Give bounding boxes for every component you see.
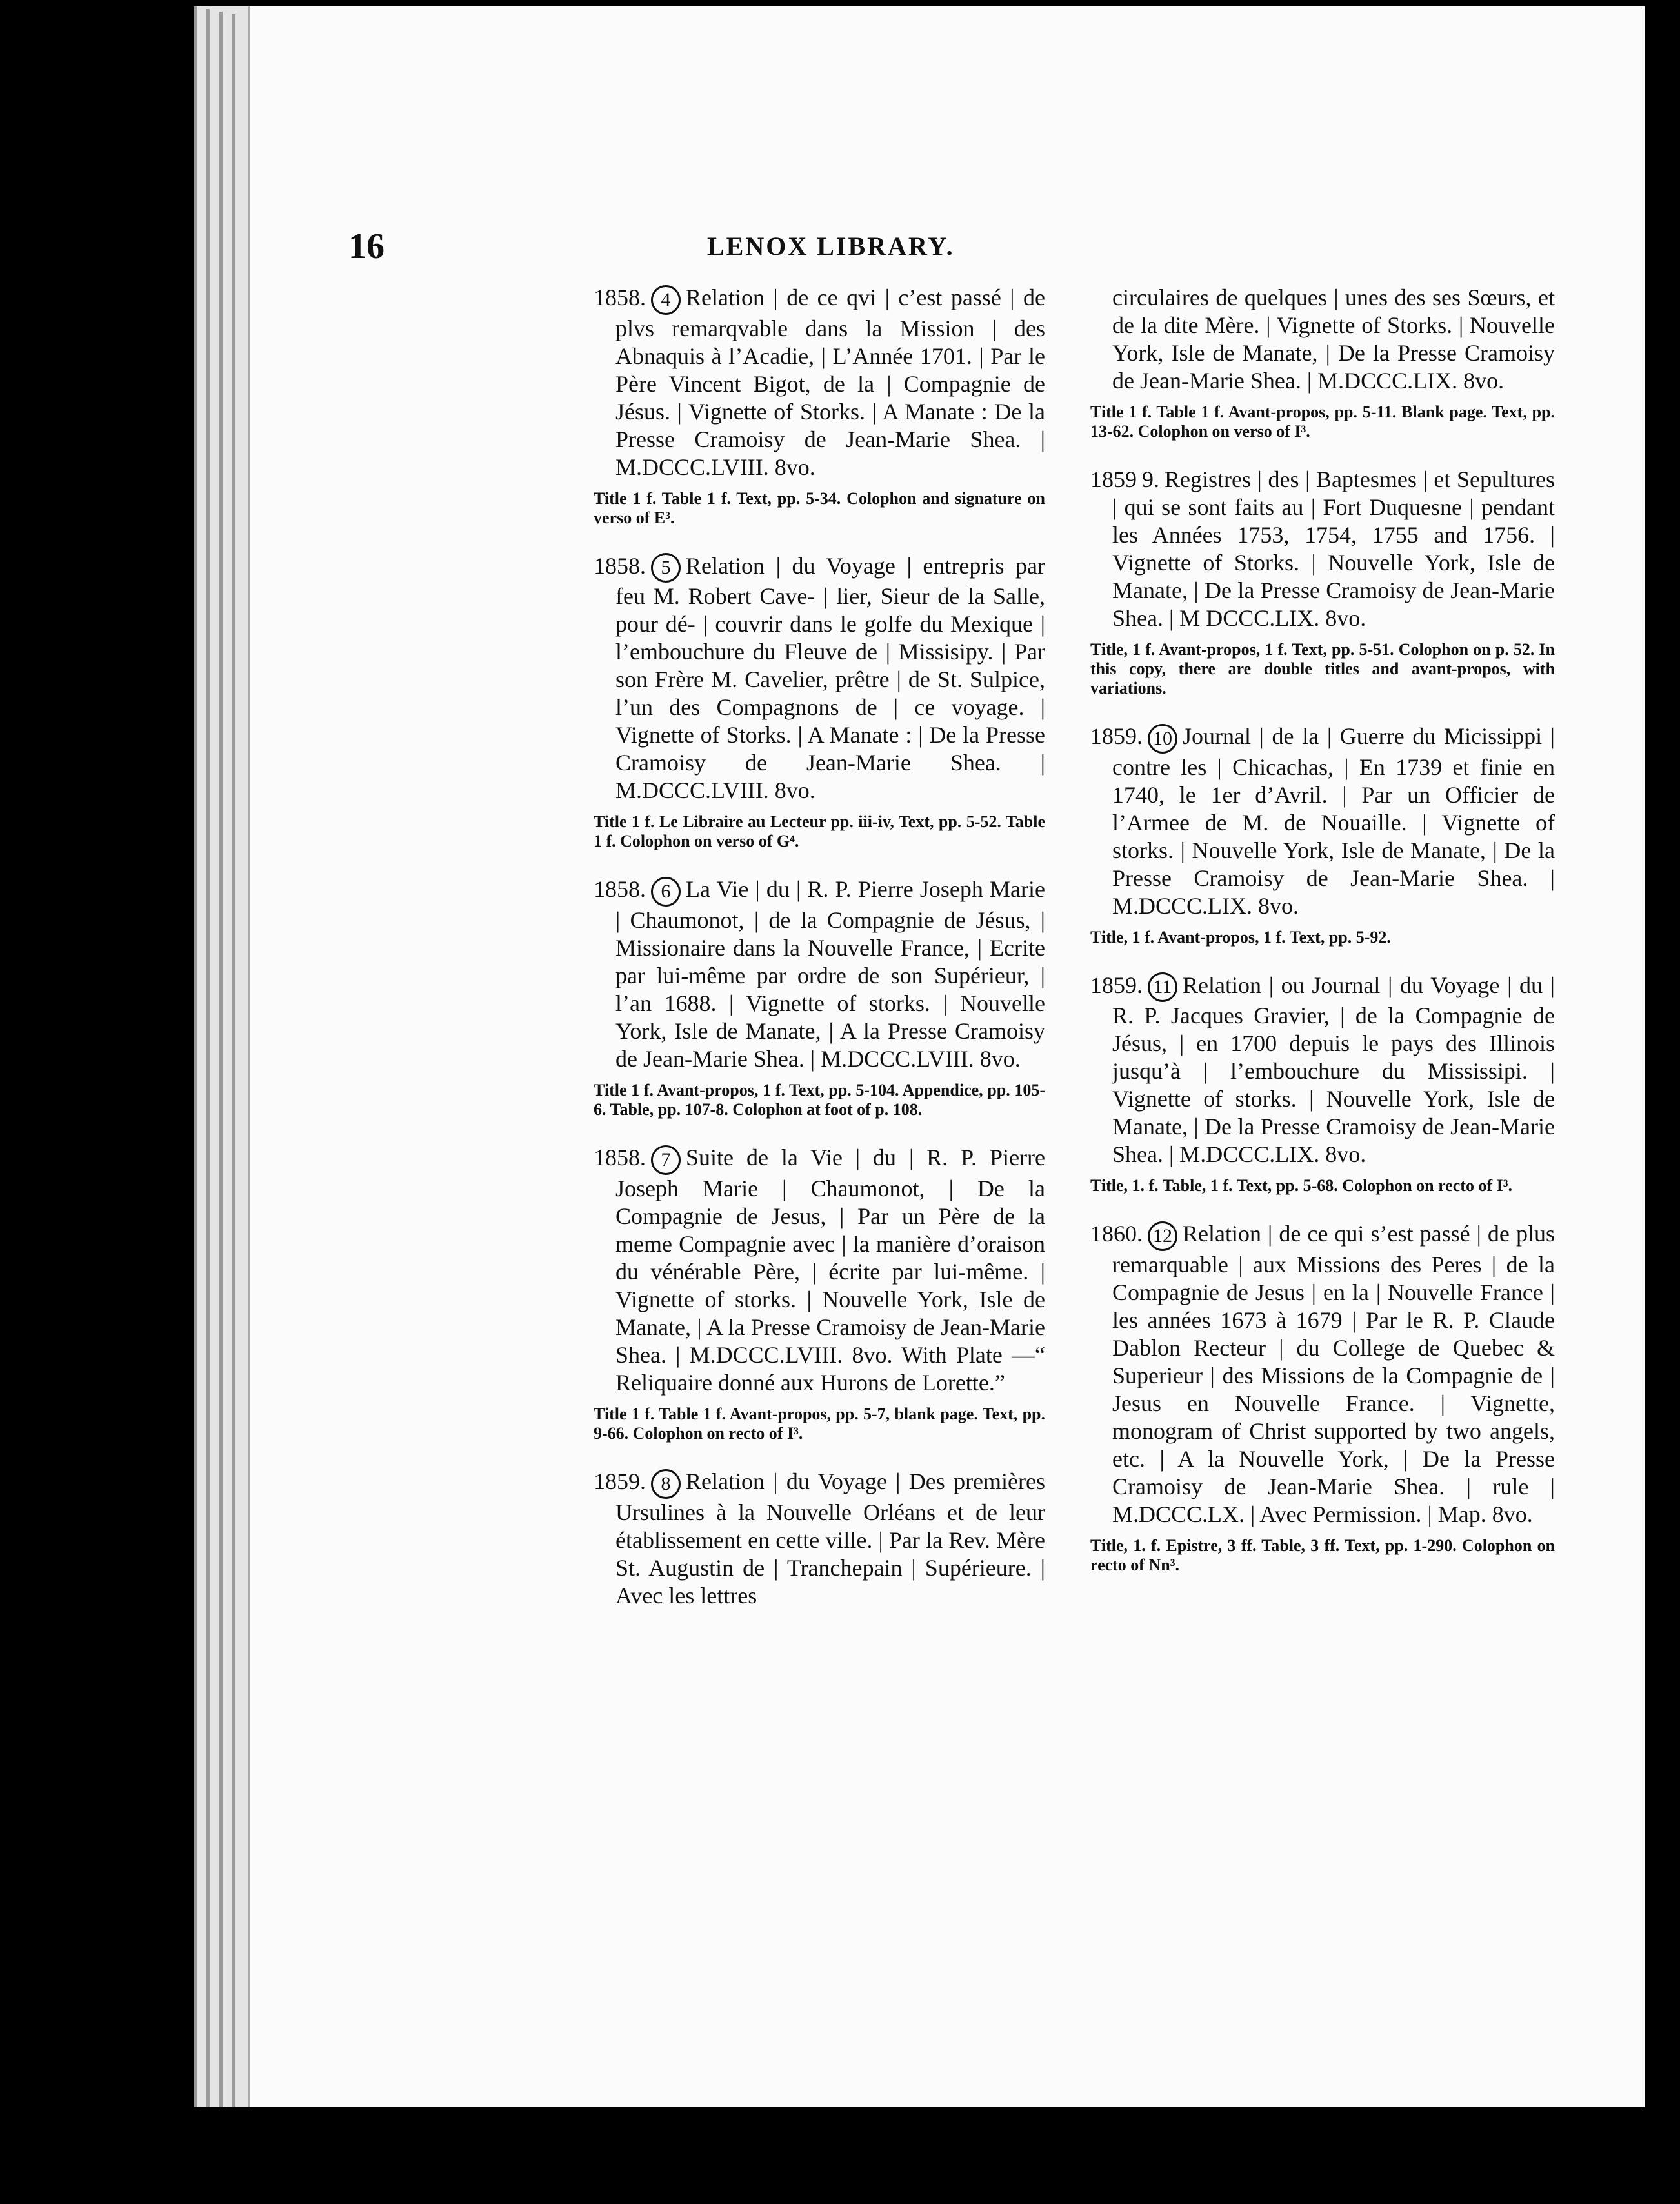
catalog-entry xyxy=(1090,972,1555,1196)
entry-note: Title 1 f. Table 1 f. Text, pp. 5-34. Colophon and signature on verso of E³. xyxy=(594,488,1045,527)
entry-text: Suite de la Vie | du | R. P. Pierre Joseph Marie | Chaumonot, | De la Compagnie de Jesus, | Par un Père de la meme Compagnie avec | la manière d’oraison du vénérable Père, | écrite par lui-même. | Vignette of storks. | Nouvelle York, Isle de Manate, | A la Presse Cramoisy de Jean-Marie Shea. | M.DCCC.LVIII. 8vo. With Plate —“ Reliquaire donné aux Hurons de Lorette.” xyxy=(615,1145,1045,1396)
entry-number-circled: 10 xyxy=(1148,724,1177,754)
entry-body xyxy=(594,1468,1045,1610)
entry-year: 1858. xyxy=(594,552,646,579)
entry-text: Relation | de ce qvi | c’est passé | de plvs remarqvable dans la Mission | des Abnaquis à l’Acadie, | L’Année 1701. | Par le Père Vincent Bigot, de la | Compagnie de Jésus. | Vignette of Storks. | A Manate : De la Presse Cramoisy de Jean-Marie Shea. | M.DCCC.LVIII. 8vo. xyxy=(615,285,1045,480)
catalog-entry xyxy=(1090,466,1555,698)
catalog-entry-continued xyxy=(1090,284,1555,441)
entry-year: 1860. xyxy=(1090,1221,1143,1247)
entry-year: 1859. xyxy=(594,1468,646,1494)
entry-body xyxy=(594,876,1045,1073)
entry-number-circled: 7 xyxy=(651,1145,681,1175)
entry-note: Title 1 f. Table 1 f. Avant-propos, pp. 5-11. Blank page. Text, pp. 13-62. Colophon on verso of I³. xyxy=(1090,403,1555,441)
catalog-entry xyxy=(1090,1220,1555,1575)
entry-year: 1859 xyxy=(1090,466,1137,492)
running-head xyxy=(348,226,1271,271)
entry-number-circled: 11 xyxy=(1148,972,1177,1002)
entry-body xyxy=(594,284,1045,481)
entry-note: Title 1 f. Table 1 f. Avant-propos, pp. 5-7, blank page. Text, pp. 9-66. Colophon on recto of I³. xyxy=(594,1404,1045,1443)
entry-number: 9. xyxy=(1142,466,1159,492)
entry-number-circled: 6 xyxy=(651,877,681,907)
catalog-entry xyxy=(594,1144,1045,1443)
entry-text: Journal | de la | Guerre du Micissippi | contre les | Chicachas, | En 1739 et finie en 1740, le 1er d’Avril. | Par un Officier de l’Armee de M. de Nouaille. | Vignette of storks. | Nouvelle York, Isle de Manate, | De la Presse Cramoisy de Jean-Marie Shea. | M.DCCC.LIX. 8vo. xyxy=(1112,723,1555,919)
entry-body xyxy=(1090,972,1555,1169)
entry-text: Relation | du Voyage | Des premières Ursulines à la Nouvelle Orléans et de leur établissement en cette ville. | Par la Rev. Mère St. Augustin de | Tranchepain | Supérieure. | Avec les lettres xyxy=(615,1468,1045,1608)
entry-text: La Vie | du | R. P. Pierre Joseph Marie | Chaumonot, | de la Compagnie de Jésus, | Missionaire dans la Nouvelle France, | Ecrite par lui-même par ordre de son Supérieur, | l’an 1688. | Vignette of storks. | Nouvelle York, Isle de Manate, | A la Presse Cramoisy de Jean-Marie Shea. | M.DCCC.LVIII. 8vo. xyxy=(615,876,1045,1072)
entry-year: 1858. xyxy=(594,1145,646,1171)
catalog-entry xyxy=(594,552,1045,852)
entry-year: 1858. xyxy=(594,285,646,310)
left-column xyxy=(594,284,1045,1634)
entry-note: Title, 1. f. Epistre, 3 ff. Table, 3 ff. Text, pp. 1-290. Colophon on recto of Nn³. xyxy=(1090,1536,1555,1575)
entry-body xyxy=(1090,1220,1555,1528)
catalog-entry xyxy=(1090,723,1555,947)
entry-body xyxy=(594,1144,1045,1397)
entry-body xyxy=(1090,723,1555,920)
entry-number-circled: 5 xyxy=(651,553,681,583)
entry-note: Title, 1 f. Avant-propos, 1 f. Text, pp. 5-92. xyxy=(1090,927,1391,947)
entry-body xyxy=(594,552,1045,805)
entry-number-circled: 12 xyxy=(1148,1221,1177,1251)
catalog-entry xyxy=(594,876,1045,1119)
entry-text: Relation | du Voyage | entrepris par feu M. Robert Cave- | lier, Sieur de la Salle, pour dé- | couvrir dans le golfe du Mexique | l’embouchure du Fleuve de | Missisipy. | Par son Frère M. Cavelier, prêtre | de St. Sulpice, l’un des Compagnons de | ce voyage. | Vignette of Storks. | A Manate : | De la Presse Cramoisy de Jean-Marie Shea. | M.DCCC.LVIII. 8vo. xyxy=(615,552,1045,804)
entry-note: Title 1 f. Le Libraire au Lecteur pp. iii-iv, Text, pp. 5-52. Table 1 f. Colophon on verso of G⁴. xyxy=(594,812,1045,851)
entry-body xyxy=(1090,466,1555,632)
entry-note: Title, 1 f. Avant-propos, 1 f. Text, pp. 5-51. Colophon on p. 52. In this copy, there are double titles and avant-propos, with variations. xyxy=(1090,640,1555,697)
entry-year: 1859. xyxy=(1090,972,1143,998)
entry-number-circled: 4 xyxy=(651,285,681,315)
catalog-entry xyxy=(594,284,1045,528)
catalog-entry xyxy=(594,1468,1045,1610)
right-column xyxy=(1090,284,1555,1599)
entry-note: Title, 1. f. Table, 1 f. Text, pp. 5-68. Colophon on recto of I³. xyxy=(1090,1176,1513,1196)
entry-year: 1859. xyxy=(1090,723,1143,749)
entry-text: circulaires de quelques | unes des ses Sœurs, et de la dite Mère. | Vignette of Storks. | Nouvelle York, Isle de Manate, | De la Presse Cramoisy de Jean-Marie Shea. | M.DCCC.LIX. 8vo. xyxy=(1112,285,1555,394)
entry-number-circled: 8 xyxy=(651,1469,681,1499)
entry-note: Title 1 f. Avant-propos, 1 f. Text, pp. 5-104. Appendice, pp. 105-6. Table, pp. 107-8. Colophon at foot of p. 108. xyxy=(594,1081,1045,1119)
entry-year: 1858. xyxy=(594,876,646,903)
page-number: 16 xyxy=(348,226,385,266)
entry-text: Relation | de ce qui s’est passé | de plus remarquable | aux Missions des Peres | de la Compagnie de Jesus | en la | Nouvelle France | les années 1673 à 1679 | Par le R. P. Claude Dablon Recteur | du College de Quebec & Superieur | des Missions de la Compagnie de | Jesus en Nouvelle France. | Vignette, monogram of Christ supported by two angels, etc. | A la Nouvelle York, | De la Presse Cramoisy de Jean-Marie Shea. | rule | M.DCCC.LX. | Avec Permission. | Map. 8vo. xyxy=(1112,1221,1555,1528)
running-title: LENOX LIBRARY. xyxy=(707,232,955,261)
entry-text: Relation | ou Journal | du Voyage | du | R. P. Jacques Gravier, | de la Compagnie de Jésus, | en 1700 depuis le pays des Illinois jusqu’à | l’embouchure du Mississipi. | Vignette of storks. | Nouvelle York, Isle de Manate, | De la Presse Cramoisy de Jean-Marie Shea. | M.DCCC.LIX. 8vo. xyxy=(1112,972,1555,1168)
entry-text: Registres | des | Baptesmes | et Sepultures | qui se sont faits au | Fort Duquesne | pendant les Années 1753, 1754, 1755 and 1756. | Vignette of Storks. | Nouvelle York, Isle de Manate, | De la Presse Cramoisy de Jean-Marie Shea. | M DCCC.LIX. 8vo. xyxy=(1112,466,1555,631)
